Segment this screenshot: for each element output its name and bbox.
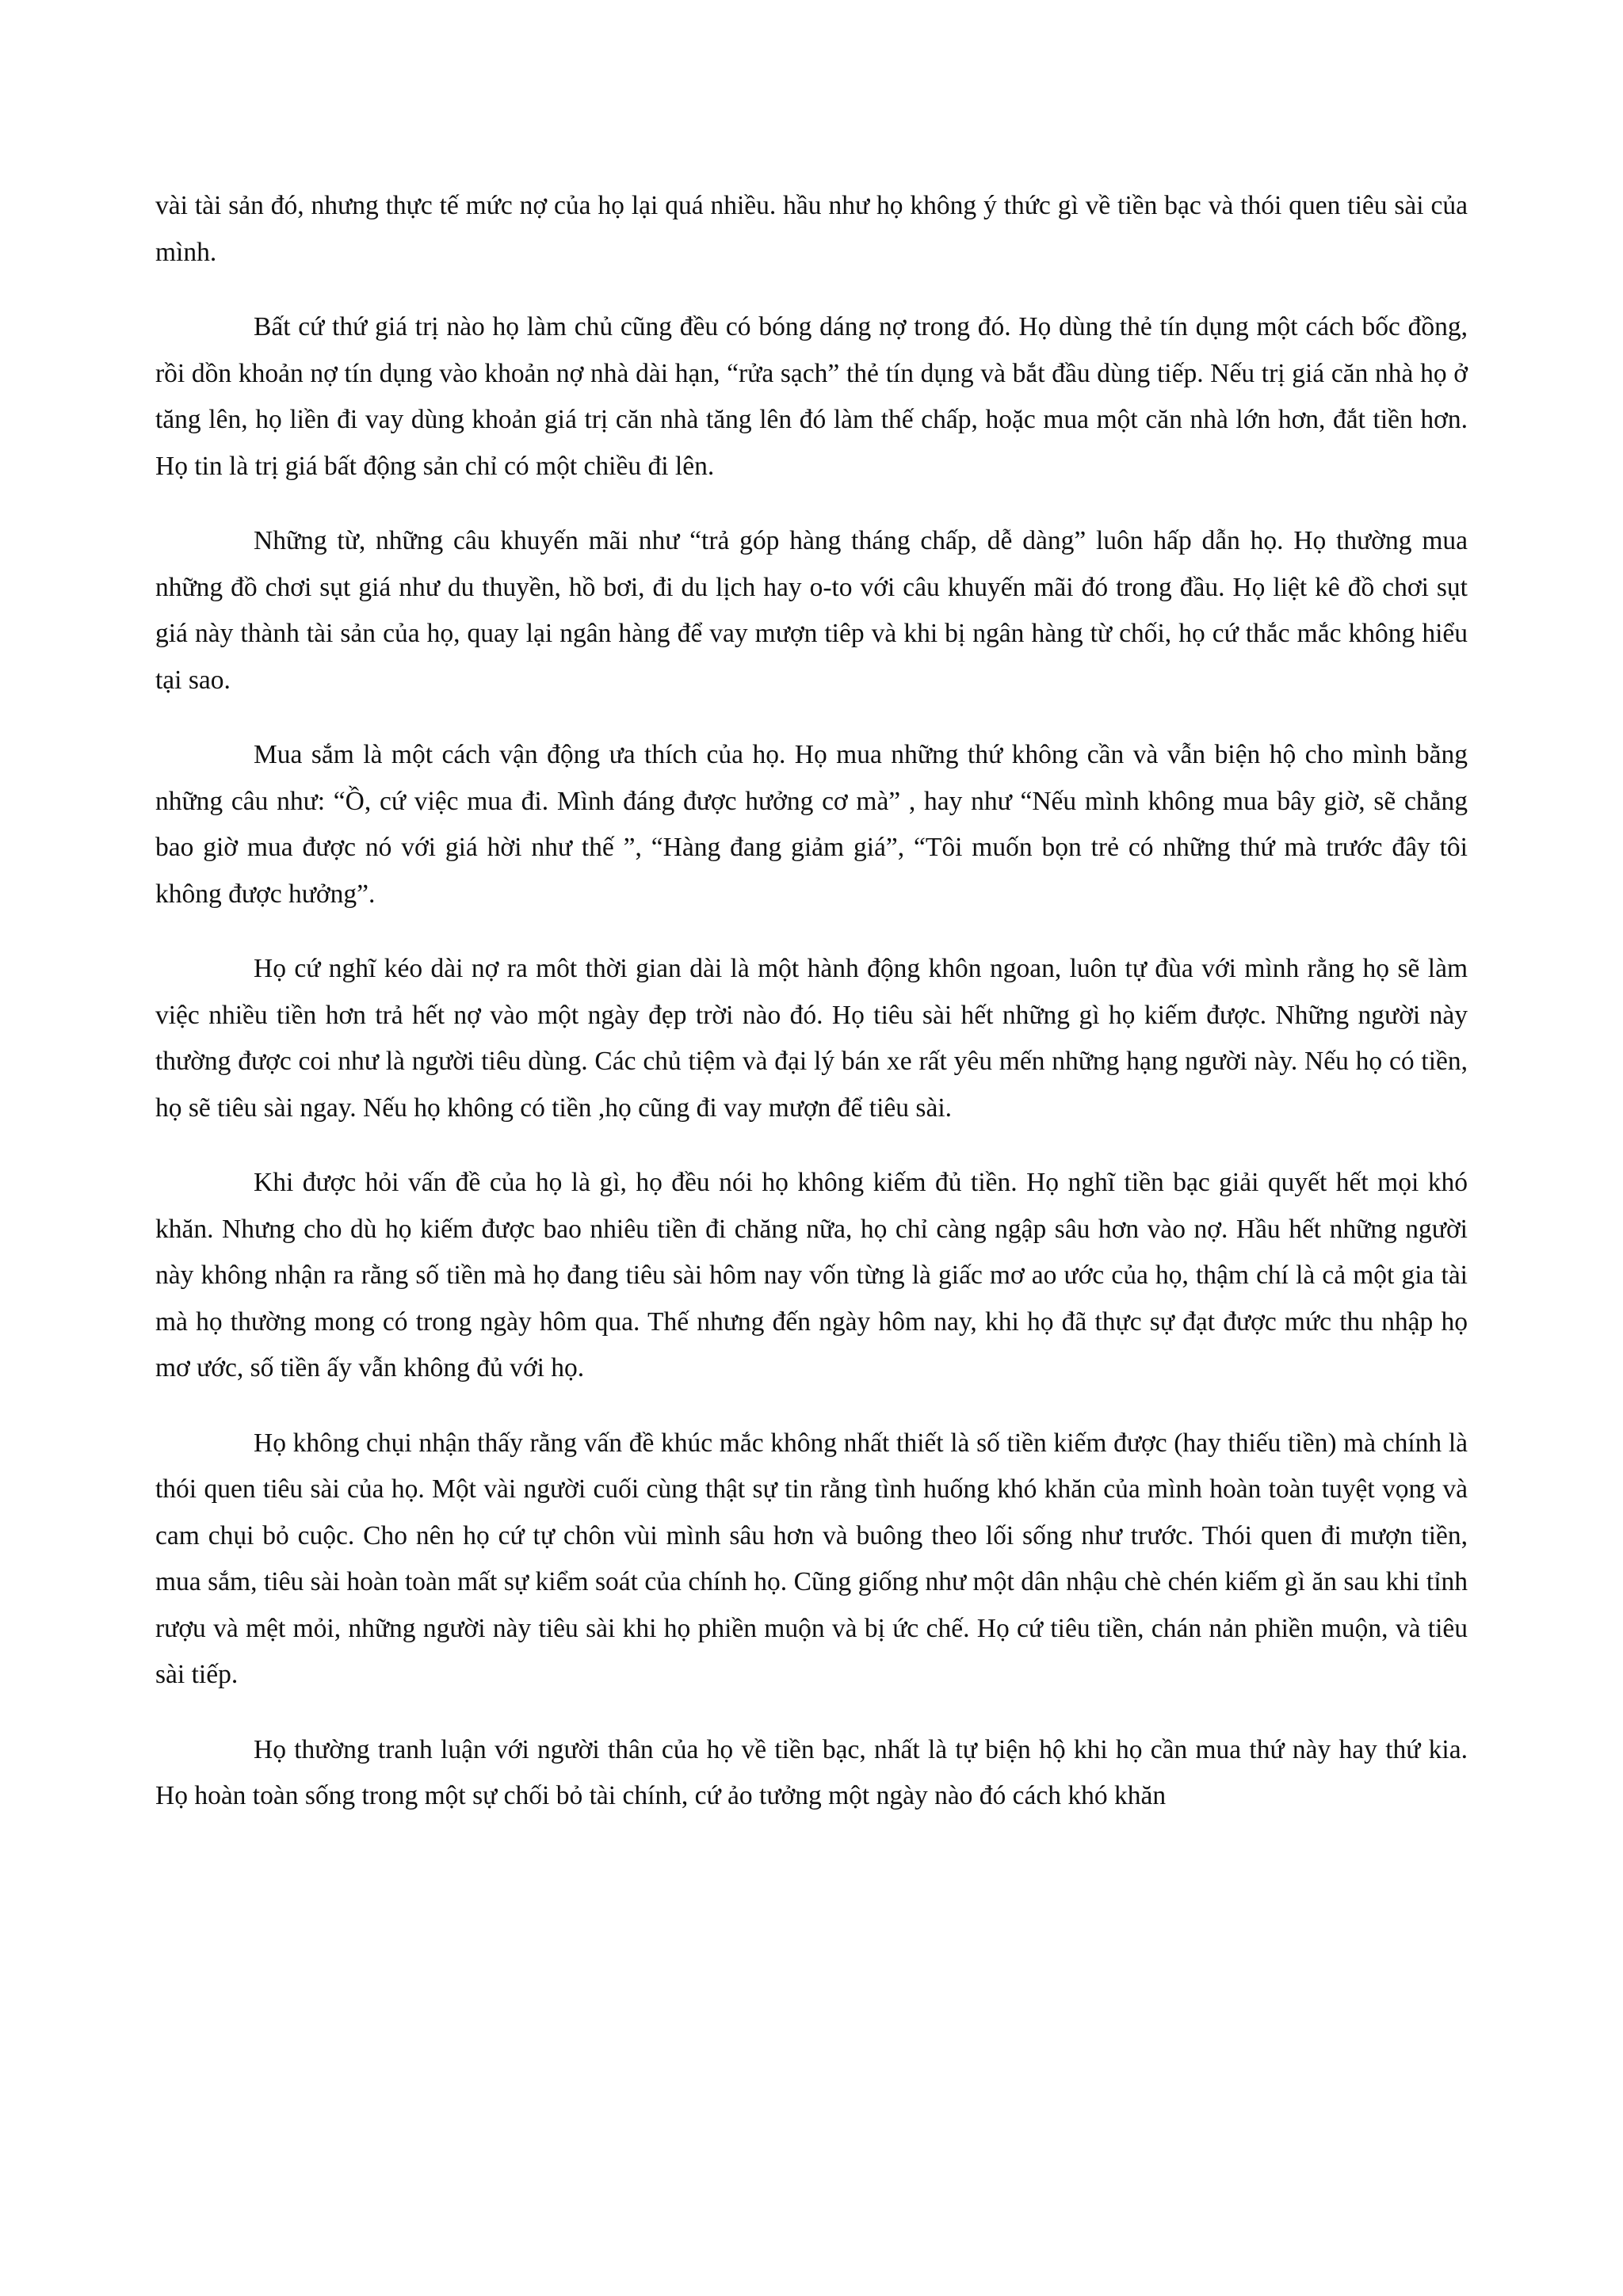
paragraph-6: Khi được hỏi vấn đề của họ là gì, họ đều nói họ không kiếm đủ tiền. Họ nghĩ tiền bạc giải quyết hết mọi khó khăn. Nhưng cho dù họ kiếm được bao nhiêu tiền đi chăng nữa, họ chỉ càng ngập sâu hơn vào nợ. Hầu hết những người này không nhận ra rằng số tiền mà họ đang tiêu sài hôm nay vốn từng là giấc mơ ao ước của họ, thậm chí là cả một gia tài mà họ thường mong có trong ngày hôm qua. Thế nhưng đến ngày hôm nay, khi họ đã thực sự đạt được mức thu nhập họ mơ ước, số tiền ấy vẫn không đủ với họ. [155, 1168, 1468, 1383]
paragraph-8: Họ thường tranh luận với người thân của họ về tiền bạc, nhất là tự biện hộ khi họ cần mua thứ này hay thứ kia. Họ hoàn toàn sống trong một sự chối bỏ tài chính, cứ ảo tưởng một ngày nào đó cách khó khăn [155, 1734, 1468, 1810]
paragraph-4: Mua sắm là một cách vận động ưa thích của họ. Họ mua những thứ không cần và vẫn biện hộ cho mình bằng những câu như: “Ồ, cứ việc mua đi. Mình đáng được hưởng cơ mà” , hay như “Nếu mình không mua bây giờ, sẽ chẳng bao giờ mua được nó với giá hời như thế ”, “Hàng đang giảm giá”, “Tôi muốn bọn trẻ có những thứ mà trước đây tôi không được hưởng”. [155, 740, 1468, 909]
paragraph-3: Những từ, những câu khuyến mãi như “trả góp hàng tháng chấp, dễ dàng” luôn hấp dẫn họ. Họ thường mua những đồ chơi sụt giá như du thuyền, hồ bơi, đi du lịch hay o-to với câu khuyến mãi đó trong đầu. Họ liệt kê đồ chơi sụt giá này thành tài sản của họ, quay lại ngân hàng để vay mượn tiêp và khi bị ngân hàng từ chối, họ cứ thắc mắc không hiểu tại sao. [155, 526, 1468, 695]
paragraph-7: Họ không chụi nhận thấy rằng vấn đề khúc mắc không nhất thiết là số tiền kiếm được (hay thiếu tiền) mà chính là thói quen tiêu sài của họ. Một vài người cuối cùng thật sự tin rằng tình huống khó khăn của mình hoàn toàn tuyệt vọng và cam chụi bỏ cuộc. Cho nên họ cứ tự chôn vùi mình sâu hơn và buông theo lối sống như trước. Thói quen đi mượn tiền, mua sắm, tiêu sài hoàn toàn mất sự kiểm soát của chính họ. Cũng giống như một dân nhậu chè chén kiếm gì ăn sau khi tỉnh rượu và mệt mỏi, những người này tiêu sài khi họ phiền muộn và bị ức chế. Họ cứ tiêu tiền, chán nản phiền muộn, và tiêu sài tiếp. [155, 1428, 1468, 1689]
paragraph-1: vài tài sản đó, nhưng thực tế mức nợ của họ lại quá nhiều. hầu như họ không ý thức gì về tiền bạc và thói quen tiêu sài của mình. [155, 191, 1468, 267]
paragraph-5: Họ cứ nghĩ kéo dài nợ ra môt thời gian dài là một hành động khôn ngoan, luôn tự đùa với mình rằng họ sẽ làm việc nhiều tiền hơn trả hết nợ vào một ngày đẹp trời nào đó. Họ tiêu sài hết những gì họ kiếm được. Những người này thường được coi như là người tiêu dùng. Các chủ tiệm và đại lý bán xe rất yêu mến những hạng người này. Nếu họ có tiền, họ sẽ tiêu sài ngay. Nếu họ không có tiền ,họ cũng đi vay mượn để tiêu sài. [155, 954, 1468, 1123]
body-text [155, 183, 1468, 1820]
paragraph-2: Bất cứ thứ giá trị nào họ làm chủ cũng đều có bóng dáng nợ trong đó. Họ dùng thẻ tín dụng một cách bốc đồng, rồi dồn khoản nợ tín dụng vào khoản nợ nhà dài hạn, “rửa sạch” thẻ tín dụng và bắt đầu dùng tiếp. Nếu trị giá căn nhà họ ở tăng lên, họ liền đi vay dùng khoản giá trị căn nhà tăng lên đó làm thế chấp, hoặc mua một căn nhà lớn hơn, đắt tiền hơn. Họ tin là trị giá bất động sản chỉ có một chiều đi lên. [155, 312, 1468, 481]
